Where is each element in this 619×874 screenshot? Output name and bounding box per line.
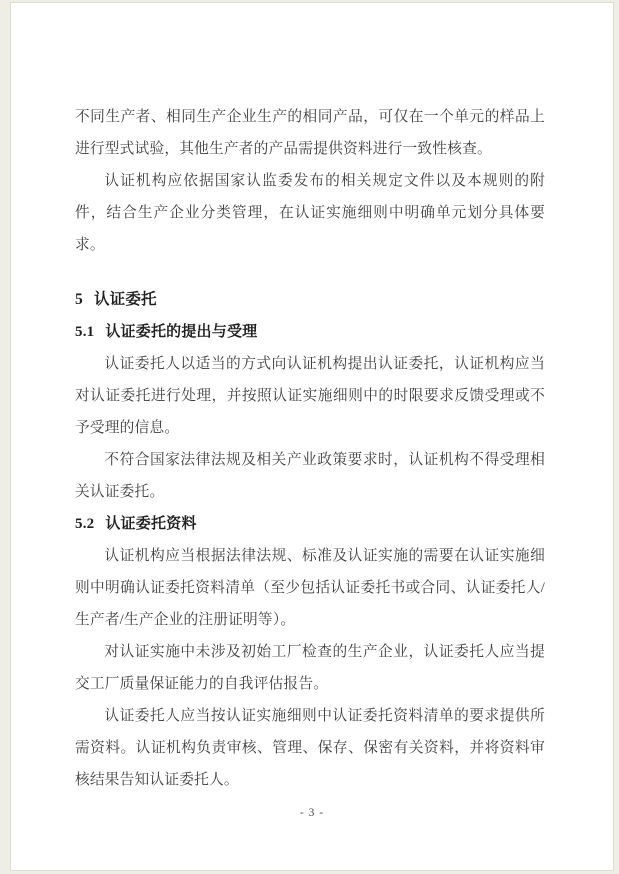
paragraph-application-materials-list: 认证机构应当根据法律法规、标准及认证实施的需要在认证实施细则中明确认证委托资料清单（至少包括认证委托书或合同、认证委托人/生产者/生产企业的注册证明等）。 (75, 548, 545, 628)
document-page (10, 2, 614, 871)
subsection-number: 5.2 (75, 516, 95, 532)
section-title: 认证委托 (93, 291, 157, 308)
paragraph-unit-testing-continuation: 不同生产者、相同生产企业生产的相同产品，可仅在一个单元的样品上进行型式试验，其他生产者的产品需提供资料进行一致性核查。 (75, 109, 545, 157)
paragraph-materials-review: 认证委托人应当按认证实施细则中认证委托资料清单的要求提供所需资料。认证机构负责审核、管理、保存、保密有关资料，并将资料审核结果告知认证委托人。 (75, 708, 545, 788)
paragraph-self-assessment-report: 对认证实施中未涉及初始工厂检查的生产企业，认证委托人应当提交工厂质量保证能力的自我评估报告。 (75, 644, 545, 692)
paragraph-unit-division-requirements: 认证机构应依据国家认监委发布的相关规定文件以及本规则的附件，结合生产企业分类管理，在认证实施细则中明确单元划分具体要求。 (75, 173, 545, 253)
paragraph-non-acceptance: 不符合国家法律法规及相关产业政策要求时，认证机构不得受理相关认证委托。 (75, 452, 545, 500)
section-number: 5 (75, 291, 83, 308)
page-number: - 3 - (299, 807, 325, 819)
subsection-title: 认证委托的提出与受理 (105, 324, 258, 340)
document-content (75, 101, 545, 796)
subsection-number: 5.1 (75, 324, 95, 340)
section-heading-5 (75, 284, 545, 316)
subsection-title: 认证委托资料 (105, 516, 197, 532)
paragraph-application-handling: 认证委托人以适当的方式向认证机构提出认证委托，认证机构应当对认证委托进行处理，并按照认证实施细则中的时限要求反馈受理或不予受理的信息。 (75, 356, 545, 436)
page-footer (11, 807, 613, 819)
subsection-heading-5-2 (75, 508, 545, 540)
subsection-heading-5-1 (75, 316, 545, 348)
